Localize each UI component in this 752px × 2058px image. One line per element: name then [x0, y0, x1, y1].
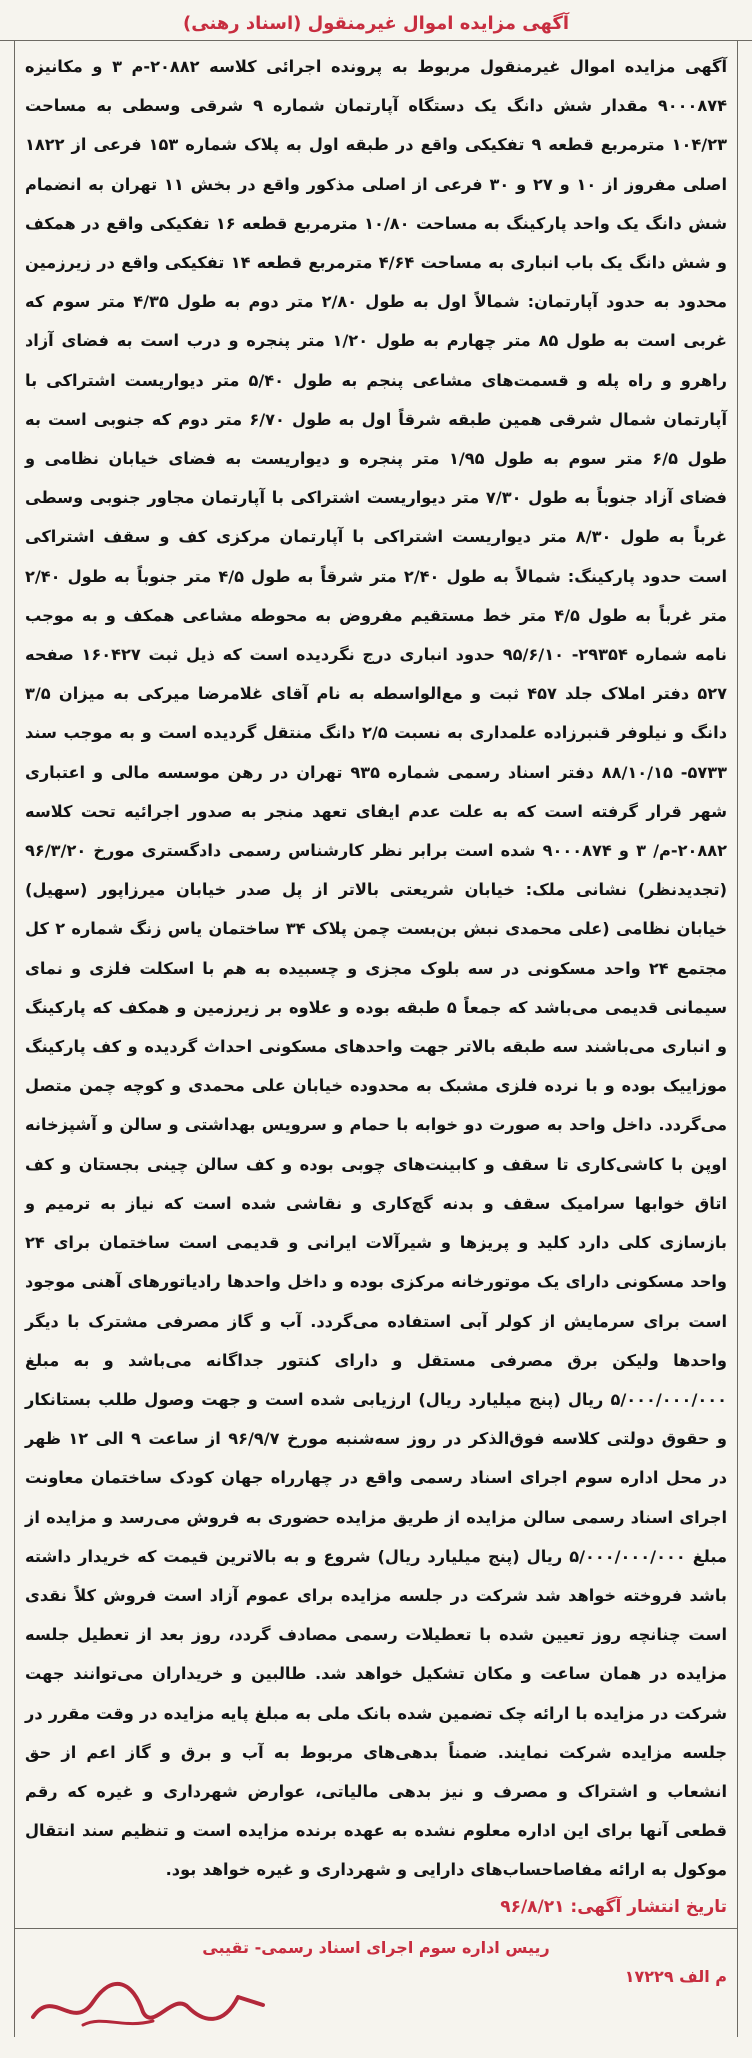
divider: [15, 1928, 737, 1929]
signature-line: رییس اداره سوم اجرای اسناد رسمی- تقیبی: [202, 1937, 550, 1957]
reference-number: م الف ۱۷۲۲۹: [624, 1966, 727, 1986]
publication-date: تاریخ انتشار آگهی: ۹۶/۸/۲۱: [500, 1896, 727, 1917]
notice-title: آگهی مزایده اموال غیرمنقول (اسناد رهنی): [183, 12, 570, 34]
notice-body-text: آگهی مزایده اموال غیرمنقول مربوط به پرونده اجرائی کلاسه ۲۰۸۸۲-م ۳ و مکانیزه ۹۰۰۰۸۷۴ مقدار شش دانگ یک دستگاه آپارتمان شماره ۹ شرقی وسطی به مساحت ۱۰۴/۲۳ مترمربع قطعه ۹ تفکیکی واقع در طبقه اول به پلاک شماره ۱۵۳ فرعی از ۱۸۲۲ اصلی مفروز از ۱۰ و ۲۷ و ۳۰ فرعی از اصلی مذکور واقع در بخش ۱۱ تهران به انضمام شش دانگ یک واحد پارکینگ به مساحت ۱۰/۸۰ مترمربع قطعه ۱۶ تفکیکی واقع در همکف و شش دانگ یک باب انباری به مساحت ۴/۶۴ مترمربع قطعه ۱۴ تفکیکی واقع در زیرزمین محدود به حدود آپارتمان: شمالاً اول به طول ۲/۸۰ متر دوم به طول ۴/۳۵ متر سوم که غربی است به طول ۸۵ متر چهارم به طول ۱/۲۰ متر پنجره و درب است به فضای آزاد راهرو و راه پله و قسمت‌های مشاعی پنجم به طول ۵/۴۰ متر دیواریست اشتراکی با آپارتمان شمال شرقی همین طبقه شرقاً اول به طول ۶/۷۰ متر دوم که جنوبی است به طول ۶/۵ متر سوم به طول ۱/۹۵ متر پنجره و دیواریست به فضای خیابان نظامی و فضای آزاد جنوباً به طول ۷/۳۰ متر دیواریست اشتراکی با آپارتمان مجاور جنوبی وسطی غرباً به طول ۸/۳۰ متر دیواریست اشتراکی با آپارتمان مرکزی کف و سقف اشتراکی است حدود پارکینگ: شمالاً به طول ۲/۴۰ متر شرقاً به طول ۴/۵ متر جنوباً به طول ۲/۴۰ متر غرباً به طول ۴/۵ متر خط مستقیم مفروض به محوطه مشاعی همکف و به موجب نامه شماره ۲۹۳۵۴- ۹۵/۶/۱۰ حدود انباری درج نگردیده است که ذیل ثبت ۱۶۰۴۲۷ صفحه ۵۲۷ دفتر املاک جلد ۴۵۷ ثبت و مع‌الواسطه به نام آقای غلامرضا میرکی به میزان ۳/۵ دانگ و نیلوفر قنبرزاده علمداری به نسبت ۲/۵ دانگ منتقل گردیده است و به موجب سند ۵۷۳۳- ۸۸/۱۰/۱۵ دفتر اسناد رسمی شماره ۹۳۵ تهران در رهن موسسه مالی و اعتباری شهر قرار گرفته است که به علت عدم ایفای تعهد منجر به صدور اجرائیه تحت کلاسه ۲۰۸۸۲-م/ ۳ و ۹۰۰۰۸۷۴ شده است برابر نظر کارشناس رسمی دادگستری مورخ ۹۶/۳/۲۰ (تجدیدنظر) نشانی ملک: خیابان شریعتی بالاتر از پل صدر خیابان میرزاپور (سهیل) خیابان نظامی (علی محمدی نبش بن‌بست چمن پلاک ۳۴ ساختمان یاس زنگ شماره ۲ کل مجتمع ۲۴ واحد مسکونی در سه بلوک مجزی و چسبیده به هم با اسکلت فلزی و نمای سیمانی قدیمی می‌باشد که جمعاً ۵ طبقه بوده و علاوه بر زیرزمین و همکف که پارکینگ و انباری می‌باشند سه طبقه بالاتر جهت واحدهای مسکونی احداث گردیده و کف پارکینگ موزاییک بوده و با نرده فلزی مشبک به محدوده خیابان علی محمدی و کوچه چمن متصل می‌گردد. داخل واحد به صورت دو خوابه با حمام و سرویس بهداشتی و سالن و آشپزخانه اوپن با کاشی‌کاری تا سقف و کابینت‌های چوبی بوده و کف سالن چینی بجستان و کف اتاق خوابها سرامیک سقف و بدنه گچ‌کاری و نقاشی شده است که نیاز به ترمیم و بازسازی کلی دارد کلید و پریزها و شیرآلات ایرانی و قدیمی است ساختمان برای ۲۴ واحد مسکونی دارای یک موتورخانه مرکزی بوده و داخل واحدها رادیاتورهای آهنی موجود است برای سرمایش از کولر آبی استفاده می‌گردد. آب و گاز مصرفی مشترک با دیگر واحدها ولیکن برق مصرفی مستقل و دارای کنتور جداگانه می‌باشد و به مبلغ ۵/۰۰۰/۰۰۰/۰۰۰ ریال (پنج میلیارد ریال) ارزیابی شده است و جهت وصول طلب بستانکار و حقوق دولتی کلاسه فوق‌الذکر در روز سه‌شنبه مورخ ۹۶/۹/۷ از ساعت ۹ الی ۱۲ ظهر در محل اداره سوم اجرای اسناد رسمی واقع در چهارراه جهان کودک ساختمان معاونت اجرای اسناد رسمی سالن مزایده از طریق مزایده حضوری به فروش می‌رسد و مزایده از مبلغ ۵/۰۰۰/۰۰۰/۰۰۰ ریال (پنج میلیارد ریال) شروع و به بالاترین قیمت که خریدار داشته باشد فروخته خواهد شد شرکت در جلسه مزایده برای عموم آزاد است فروش کلاً نقدی است چنانچه روز تعیین شده با تعطیلات رسمی مصادف گردد، روز بعد از تعطیل جلسه مزایده در همان ساعت و مکان تشکیل خواهد شد. طالبین و خریداران می‌توانند جهت شرکت در مزایده با ارائه چک تضمین شده بانک ملی به مبلغ پایه مزایده در وقت مقرر در جلسه مزایده شرکت نمایند. ضمناً بدهی‌های مربوط به آب و برق و گاز اعم از حق انشعاب و اشتراک و مصرف و نیز بدهی مالیاتی، عوارض شهرداری و غیره که رقم قطعی آنها برای این اداره معلوم نشده به عهده برنده مزایده است و تنظیم سند انتقال موکول به ارائه مفاصاحساب‌های دارایی و شهرداری و غیره خواهد بود.: [25, 57, 728, 1880]
notice-body-box: [14, 41, 738, 2037]
handwritten-scribble-icon: [23, 1977, 273, 2037]
notice-header: [0, 6, 752, 41]
